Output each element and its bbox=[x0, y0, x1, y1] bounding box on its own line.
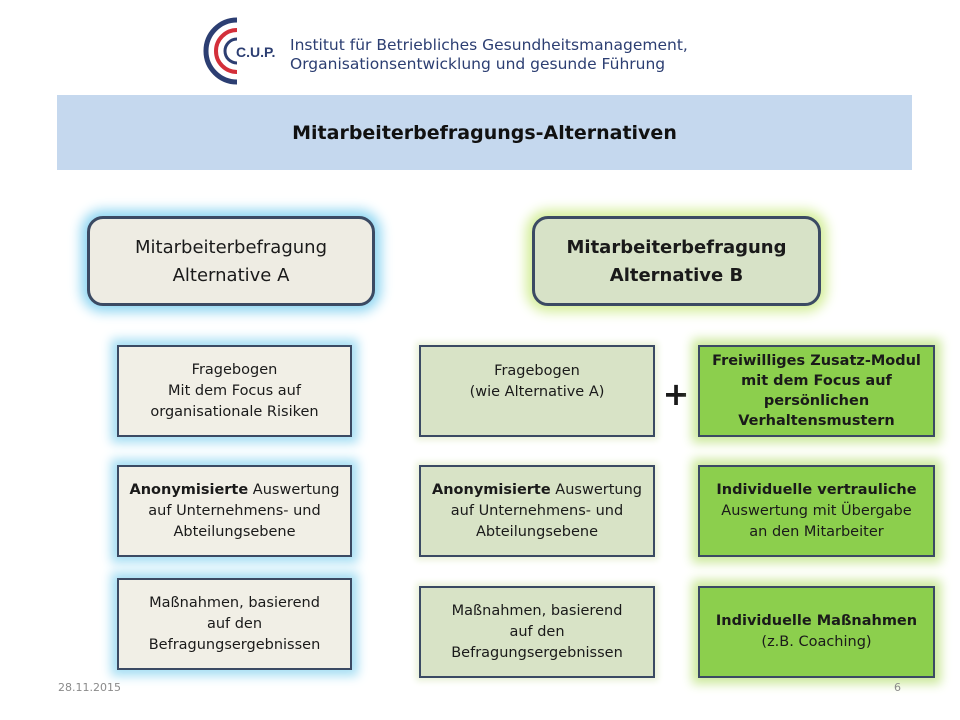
alt-b-meas-line2: auf den bbox=[509, 623, 565, 640]
module-line4: Verhaltensmustern bbox=[738, 413, 895, 429]
indiv-eval-line2: Auswertung mit Übergabe bbox=[721, 502, 912, 519]
alt-b-eval-line2: auf Unternehmens- und bbox=[450, 502, 624, 519]
institute-line-2: Organisationsentwicklung und gesunde Führung bbox=[290, 55, 666, 73]
module-box bbox=[698, 345, 935, 437]
alt-a-meas-line3: Befragungsergebnissen bbox=[148, 636, 321, 653]
alt-a-header-line1: Mitarbeiterbefragung bbox=[135, 237, 327, 258]
alt-a-eval-line1: Auswertung bbox=[248, 481, 340, 498]
alt-b-header-line1: Mitarbeiterbefragung bbox=[566, 237, 787, 258]
alt-a-eval-line2: auf Unternehmens- und bbox=[148, 502, 321, 519]
alt-b-q-line2: (wie Alternative A) bbox=[469, 384, 605, 400]
logo-lettering: C.U.P. bbox=[236, 44, 276, 60]
indiv-eval-line3: an den Mitarbeiter bbox=[749, 523, 884, 540]
alt-b-eval-line1: Auswertung bbox=[550, 481, 642, 498]
alt-b-eval-bold: Anonymisierte bbox=[431, 481, 551, 498]
title-band bbox=[57, 95, 912, 170]
alt-b-eval-line3: Abteilungsebene bbox=[475, 523, 599, 540]
page-title: Mitarbeiterbefragungs-Alternativen bbox=[292, 122, 677, 144]
alt-a-q-line2: Mit dem Focus auf bbox=[168, 382, 301, 399]
alt-a-header-line2: Alternative A bbox=[172, 265, 290, 286]
indiv-eval-line1: Individuelle vertrauliche bbox=[716, 481, 917, 498]
alt-a-meas-line1: Maßnahmen, basierend bbox=[149, 594, 320, 611]
alt-b-meas-line1: Maßnahmen, basierend bbox=[451, 602, 623, 619]
alternative-b-header bbox=[532, 216, 821, 306]
alt-a-measures-box bbox=[117, 578, 352, 670]
alt-b-meas-line3: Befragungsergebnissen bbox=[451, 644, 623, 661]
indiv-meas-line1: Individuelle Maßnahmen bbox=[715, 613, 918, 629]
alt-b-evaluation-box bbox=[419, 465, 655, 557]
alternative-a-header bbox=[87, 216, 375, 306]
alt-b-questionnaire-box bbox=[419, 345, 655, 437]
plus-icon: + bbox=[662, 375, 690, 413]
footer-page-number: 6 bbox=[894, 681, 901, 694]
indiv-meas-line2: (z.B. Coaching) bbox=[761, 634, 872, 650]
module-line1: Freiwilliges Zusatz-Modul bbox=[712, 353, 921, 369]
institute-name bbox=[290, 36, 688, 74]
institute-line-1: Institut für Betriebliches Gesundheitsmanagement, bbox=[290, 36, 688, 54]
individual-measures-box bbox=[698, 586, 935, 678]
alt-b-q-line1: Fragebogen bbox=[494, 363, 580, 379]
alt-a-evaluation-box bbox=[117, 465, 352, 557]
cup-logo bbox=[193, 14, 293, 88]
alt-a-q-line1: Fragebogen bbox=[191, 361, 278, 378]
module-line2: mit dem Focus auf bbox=[741, 373, 892, 389]
alt-a-eval-bold: Anonymisierte bbox=[129, 481, 249, 498]
alt-b-header-line2: Alternative B bbox=[609, 265, 744, 286]
alt-a-eval-line3: Abteilungsebene bbox=[173, 523, 296, 540]
footer-date: 28.11.2015 bbox=[58, 681, 121, 694]
alt-a-questionnaire-box bbox=[117, 345, 352, 437]
module-line3: persönlichen bbox=[763, 393, 870, 409]
alt-b-measures-box bbox=[419, 586, 655, 678]
alt-a-meas-line2: auf den bbox=[206, 615, 263, 632]
alt-a-q-line3: organisationale Risiken bbox=[150, 403, 319, 420]
individual-evaluation-box bbox=[698, 465, 935, 557]
